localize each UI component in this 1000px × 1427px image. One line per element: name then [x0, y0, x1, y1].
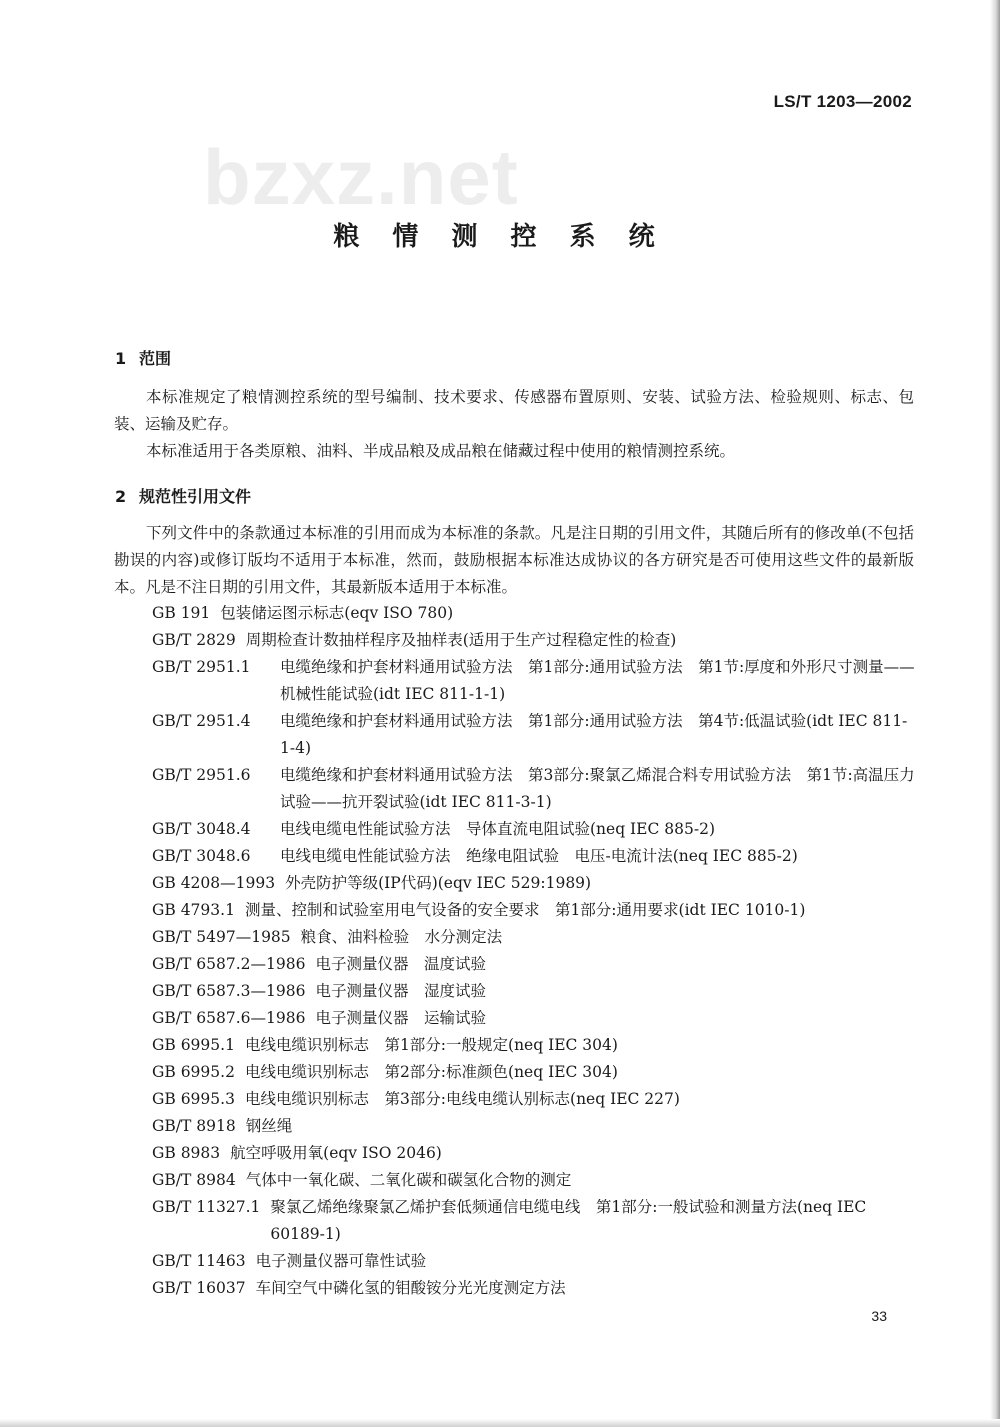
reference-item	[152, 1248, 917, 1275]
reference-item	[152, 870, 917, 897]
reference-title: 电缆绝缘和护套材料通用试验方法 第1部分:通用试验方法 第1节:厚度和外形尺寸测量——机械性能试验(idt IEC 811-1-1)	[280, 658, 915, 703]
reference-item	[152, 951, 917, 978]
reference-code: GB/T 3048.6	[152, 847, 251, 865]
reference-code: GB/T 2829	[152, 631, 236, 649]
reference-code: GB/T 3048.4	[152, 820, 251, 838]
reference-code: GB 6995.3	[152, 1090, 235, 1108]
reference-item	[152, 1086, 917, 1113]
reference-item	[152, 1113, 917, 1140]
reference-title: 电缆绝缘和护套材料通用试验方法 第1部分:通用试验方法 第4节:低温试验(idt IEC 811-1-4)	[280, 712, 908, 757]
reference-code: GB 4208—1993	[152, 874, 276, 892]
reference-title: 周期检查计数抽样程序及抽样表(适用于生产过程稳定性的检查)	[245, 631, 677, 649]
reference-item	[152, 1059, 917, 1086]
reference-title: 聚氯乙烯绝缘聚氯乙烯护套低频通信电缆电线 第1部分:一般试验和测量方法(neq IEC 60189-1)	[270, 1198, 867, 1243]
reference-item	[152, 654, 917, 708]
reference-title: 电子测量仪器可靠性试验	[255, 1252, 427, 1270]
scan-shadow-right	[990, 0, 1000, 1427]
reference-item	[152, 816, 917, 843]
reference-title: 电子测量仪器 运输试验	[315, 1009, 486, 1027]
scope-paragraph-1: 本标准规定了粮情测控系统的型号编制、技术要求、传感器布置原则、安装、试验方法、检验规则、标志、包装、运输及贮存。	[114, 388, 914, 433]
reference-item	[152, 1140, 917, 1167]
section-heading-normative-references	[115, 484, 251, 507]
scope-paragraph-2: 本标准适用于各类原粮、油料、半成品粮及成品粮在储藏过程中使用的粮情测控系统。	[146, 442, 736, 460]
reference-item	[152, 843, 917, 870]
reference-item	[152, 708, 917, 762]
section-heading-scope	[115, 346, 171, 369]
reference-code: GB 4793.1	[152, 901, 235, 919]
reference-code: GB/T 16037	[152, 1279, 246, 1297]
reference-code: GB/T 11463	[152, 1252, 246, 1270]
watermark: bzxz.net	[203, 133, 519, 221]
reference-code: GB/T 6587.3—1986	[152, 982, 306, 1000]
reference-title: 测量、控制和试验室用电气设备的安全要求 第1部分:通用要求(idt IEC 1010-1)	[244, 901, 806, 919]
references-intro-paragraph: 下列文件中的条款通过本标准的引用而成为本标准的条款。凡是注日期的引用文件，其随后所有的修改单(不包括勘误的内容)或修订版均不适用于本标准，然而，鼓励根据本标准达成协议的各方研究是否可使用这些文件的最新版本。凡是不注日期的引用文件，其最新版本适用于本标准。	[114, 524, 914, 596]
reference-item	[152, 1167, 917, 1194]
reference-title: 航空呼吸用氧(eqv ISO 2046)	[230, 1144, 442, 1162]
reference-code: GB 6995.1	[152, 1036, 235, 1054]
reference-title: 钢丝绳	[245, 1117, 293, 1135]
reference-code: GB 191	[152, 604, 211, 622]
reference-title: 粮食、油料检验 水分测定法	[300, 928, 503, 946]
reference-item	[152, 1194, 917, 1248]
reference-title: 电线电缆识别标志 第3部分:电线电缆认别标志(neq IEC 227)	[244, 1090, 680, 1108]
reference-code: GB 8983	[152, 1144, 221, 1162]
reference-title: 气体中一氧化碳、二氧化碳和碳氢化合物的测定	[245, 1171, 572, 1189]
reference-code: GB/T 5497—1985	[152, 928, 291, 946]
reference-code: GB 6995.2	[152, 1063, 235, 1081]
page-number: 33	[871, 1308, 887, 1324]
reference-code: GB/T 8984	[152, 1171, 236, 1189]
reference-item	[152, 1005, 917, 1032]
reference-title: 外壳防护等级(IP代码)(eqv IEC 529:1989)	[285, 874, 592, 892]
reference-title: 电线电缆识别标志 第2部分:标准颜色(neq IEC 304)	[244, 1063, 618, 1081]
reference-code: GB/T 2951.1	[152, 658, 251, 676]
reference-title: 电子测量仪器 湿度试验	[315, 982, 486, 1000]
reference-title: 电线电缆电性能试验方法 导体直流电阻试验(neq IEC 885-2)	[280, 820, 716, 838]
section-number: 2	[115, 487, 127, 506]
standard-number: LS/T 1203—2002	[773, 92, 912, 111]
reference-title: 电线电缆电性能试验方法 绝缘电阻试验 电压-电流计法(neq IEC 885-2)	[280, 847, 798, 865]
reference-item	[152, 600, 917, 627]
reference-title: 电线电缆识别标志 第1部分:一般规定(neq IEC 304)	[244, 1036, 618, 1054]
reference-code: GB/T 6587.6—1986	[152, 1009, 306, 1027]
reference-title: 车间空气中磷化氢的钼酸铵分光光度测定方法	[255, 1279, 566, 1297]
reference-list	[152, 600, 917, 1302]
reference-code: GB/T 11327.1	[152, 1198, 261, 1216]
reference-item	[152, 924, 917, 951]
section-title: 范围	[139, 349, 172, 368]
document-title: 粮 情 测 控 系 统	[333, 222, 667, 252]
reference-item	[152, 1032, 917, 1059]
reference-code: GB/T 8918	[152, 1117, 236, 1135]
reference-item	[152, 897, 917, 924]
reference-code: GB/T 6587.2—1986	[152, 955, 306, 973]
scan-shadow-bottom	[0, 1419, 1000, 1427]
reference-item	[152, 978, 917, 1005]
reference-item	[152, 762, 917, 816]
reference-item	[152, 1275, 917, 1302]
section-title: 规范性引用文件	[139, 487, 252, 506]
reference-title: 电子测量仪器 温度试验	[315, 955, 486, 973]
section-number: 1	[115, 349, 127, 368]
reference-item	[152, 627, 917, 654]
reference-title: 包装储运图示标志(eqv ISO 780)	[220, 604, 454, 622]
reference-title: 电缆绝缘和护套材料通用试验方法 第3部分:聚氯乙烯混合料专用试验方法 第1节:高温压力试验——抗开裂试验(idt IEC 811-3-1)	[280, 766, 915, 811]
reference-code: GB/T 2951.4	[152, 712, 251, 730]
reference-code: GB/T 2951.6	[152, 766, 251, 784]
